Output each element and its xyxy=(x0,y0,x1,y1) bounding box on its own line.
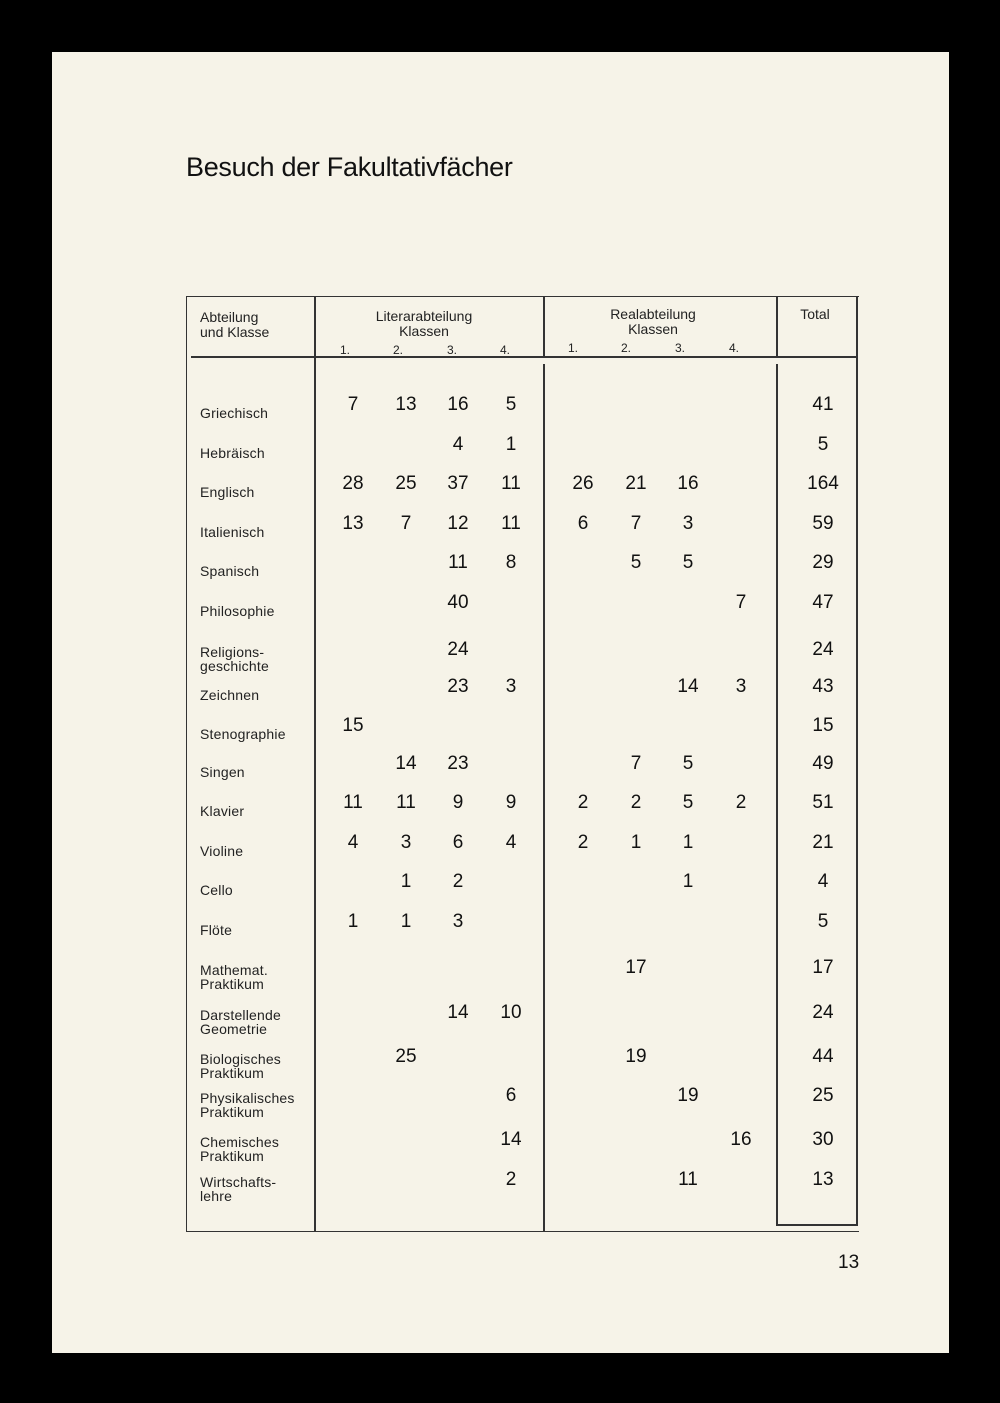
total-cell: 4 xyxy=(817,871,829,892)
total-cell: 25 xyxy=(812,1085,834,1106)
total-bottom-rule xyxy=(776,1224,858,1226)
real-cell: 21 xyxy=(625,473,647,494)
real-cell: 1 xyxy=(682,871,694,892)
literar-cell: 13 xyxy=(395,394,417,415)
real-cell: 2 xyxy=(735,792,747,813)
literar-cell: 6 xyxy=(505,1085,517,1106)
real-cell: 16 xyxy=(730,1129,752,1150)
real-group-header: Realabteilung xyxy=(610,306,696,322)
row-label: Chemisches Praktikum xyxy=(200,1134,280,1164)
real-cell: 2 xyxy=(630,792,642,813)
real-cell: 7 xyxy=(630,513,642,534)
row-label: Klavier xyxy=(200,803,245,819)
literar-cell: 1 xyxy=(400,871,412,892)
literar-cell: 14 xyxy=(447,1002,469,1023)
literar-cell: 23 xyxy=(447,753,469,774)
total-cell: 47 xyxy=(812,592,834,613)
literar-cell: 25 xyxy=(395,1046,417,1067)
row-label: Violine xyxy=(200,843,244,859)
total-cell: 44 xyxy=(812,1046,834,1067)
row-label: Griechisch xyxy=(200,405,269,421)
row-label: Hebräisch xyxy=(200,445,265,461)
real-cell: 3 xyxy=(682,513,694,534)
right-border xyxy=(856,297,858,1226)
total-header: Total xyxy=(800,306,830,322)
header-bottom-rule xyxy=(191,356,856,358)
row-label: Flöte xyxy=(200,922,233,938)
divider-real-total-body xyxy=(776,364,778,1226)
row-label: Biologisches Praktikum xyxy=(200,1051,281,1081)
row-label: Darstellende Geometrie xyxy=(200,1007,281,1037)
real-cell: 3 xyxy=(735,676,747,697)
real-cell: 7 xyxy=(630,753,642,774)
row-header: Abteilung und Klasse xyxy=(200,309,270,340)
total-cell: 30 xyxy=(812,1129,834,1150)
literar-cell: 8 xyxy=(505,552,517,573)
real-cell: 26 xyxy=(572,473,594,494)
divider-real-total xyxy=(776,297,778,358)
total-cell: 41 xyxy=(812,394,834,415)
real-cell: 5 xyxy=(682,753,694,774)
literar-cell: 4 xyxy=(347,832,359,853)
real-cell: 16 xyxy=(677,473,699,494)
real-klassen-label: Klassen xyxy=(628,321,678,337)
total-cell: 51 xyxy=(812,792,834,813)
literar-cell: 10 xyxy=(500,1002,522,1023)
literar-cell: 11 xyxy=(396,792,416,813)
literar-klassen-label: Klassen xyxy=(399,323,449,339)
literar-cell: 9 xyxy=(452,792,464,813)
real-cell: 1 xyxy=(630,832,642,853)
row-label: Physikalisches Praktikum xyxy=(200,1090,295,1120)
real-class-2: 2. xyxy=(621,341,632,355)
row-label: Italienisch xyxy=(200,524,265,540)
literar-cell: 11 xyxy=(501,473,521,494)
literar-cell: 4 xyxy=(505,832,517,853)
literar-cell: 5 xyxy=(505,394,517,415)
real-cell: 2 xyxy=(577,832,589,853)
real-cell: 19 xyxy=(625,1046,647,1067)
row-label: Religions- geschichte xyxy=(200,644,269,674)
divider-literar-real-body xyxy=(543,364,545,1231)
total-cell: 13 xyxy=(812,1169,834,1190)
total-cell: 24 xyxy=(812,639,834,660)
page-title: Besuch der Fakultativfächer xyxy=(186,152,513,182)
total-cell: 164 xyxy=(807,473,839,494)
literar-cell: 1 xyxy=(400,911,412,932)
row-label: Spanisch xyxy=(200,563,260,579)
literar-cell: 3 xyxy=(452,911,464,932)
total-cell: 24 xyxy=(812,1002,834,1023)
real-class-1: 1. xyxy=(568,341,579,355)
literar-cell: 13 xyxy=(342,513,364,534)
literar-cell: 28 xyxy=(342,473,364,494)
literar-cell: 23 xyxy=(447,676,469,697)
real-class-4: 4. xyxy=(729,341,740,355)
real-cell: 1 xyxy=(682,832,694,853)
literar-cell: 11 xyxy=(448,552,468,573)
total-cell: 29 xyxy=(812,552,834,573)
literar-cell: 14 xyxy=(395,753,417,774)
total-cell: 5 xyxy=(817,911,829,932)
literar-cell: 7 xyxy=(400,513,412,534)
literar-class-1: 1. xyxy=(340,343,351,357)
literar-class-3: 3. xyxy=(447,343,458,357)
total-cell: 15 xyxy=(812,715,834,736)
total-cell: 59 xyxy=(812,513,834,534)
real-cell: 2 xyxy=(577,792,589,813)
real-cell: 5 xyxy=(630,552,642,573)
literar-cell: 2 xyxy=(505,1169,517,1190)
literar-class-2: 2. xyxy=(393,343,404,357)
total-cell: 5 xyxy=(817,434,829,455)
literar-cell: 14 xyxy=(500,1129,522,1150)
row-label: Wirtschafts- lehre xyxy=(200,1174,277,1204)
literar-cell: 4 xyxy=(452,434,464,455)
literar-cell: 11 xyxy=(501,513,521,534)
real-cell: 14 xyxy=(677,676,699,697)
real-cell: 6 xyxy=(577,513,589,534)
row-label: Singen xyxy=(200,764,245,780)
total-cell: 49 xyxy=(812,753,834,774)
total-cell: 21 xyxy=(812,832,834,853)
row-label: Philosophie xyxy=(200,603,275,619)
page-number: 13 xyxy=(838,1252,860,1273)
literar-cell: 6 xyxy=(452,832,464,853)
real-cell: 11 xyxy=(678,1169,698,1190)
real-cell: 7 xyxy=(735,592,747,613)
literar-class-4: 4. xyxy=(500,343,511,357)
literar-cell: 24 xyxy=(447,639,469,660)
literar-cell: 7 xyxy=(347,394,359,415)
row-label: Mathemat. Praktikum xyxy=(200,962,268,992)
literar-cell: 11 xyxy=(343,792,363,813)
real-cell: 5 xyxy=(682,792,694,813)
total-cell: 17 xyxy=(812,957,834,978)
literar-cell: 3 xyxy=(505,676,517,697)
document-page xyxy=(52,52,949,1353)
literar-cell: 40 xyxy=(447,592,469,613)
literar-cell: 16 xyxy=(447,394,469,415)
literar-cell: 2 xyxy=(452,871,464,892)
literar-group-header: Literarabteilung xyxy=(375,308,473,324)
literar-cell: 37 xyxy=(447,473,469,494)
literar-cell: 12 xyxy=(447,513,469,534)
real-class-3: 3. xyxy=(675,341,686,355)
subject-attendance-table xyxy=(186,296,859,1232)
row-label: Cello xyxy=(200,882,233,898)
real-cell: 5 xyxy=(682,552,694,573)
literar-cell: 3 xyxy=(400,832,412,853)
total-cell: 43 xyxy=(812,676,834,697)
literar-cell: 15 xyxy=(342,715,364,736)
real-cell: 17 xyxy=(625,957,647,978)
row-label: Englisch xyxy=(200,484,255,500)
literar-cell: 1 xyxy=(505,434,517,455)
literar-cell: 25 xyxy=(395,473,417,494)
real-cell: 19 xyxy=(677,1085,699,1106)
divider-literar-real xyxy=(543,297,545,358)
literar-cell: 9 xyxy=(505,792,517,813)
row-label: Stenographie xyxy=(200,726,286,742)
row-label: Zeichnen xyxy=(200,687,260,703)
literar-cell: 1 xyxy=(347,911,359,932)
divider-label-column xyxy=(314,297,316,1231)
